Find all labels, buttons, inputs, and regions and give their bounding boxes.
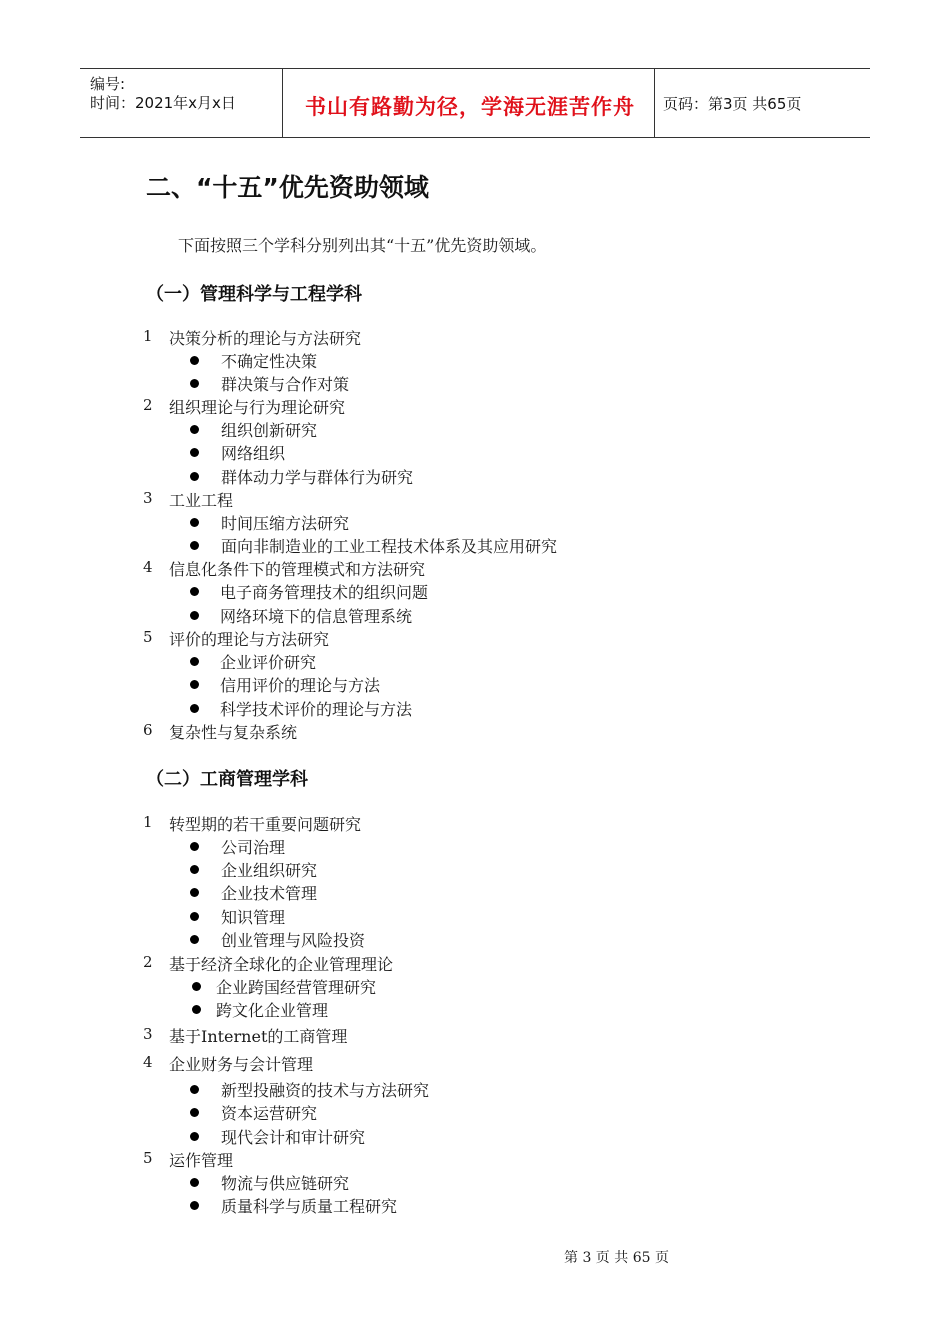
bullet-dot-icon [190, 541, 199, 550]
bullet-dot-icon [190, 518, 199, 527]
list-item-text: 基于Internet的工商管理 [169, 1027, 348, 1046]
bullet-dot-icon [190, 587, 199, 596]
page-header [80, 68, 870, 138]
bullet-item-text: 企业技术管理 [221, 884, 318, 903]
list-item-text: 基于经济全球化的企业管理理论 [169, 955, 394, 974]
bullet-item-text: 企业评价研究 [220, 653, 317, 672]
page-footer: 第 3 页 共 65 页 [564, 1250, 669, 1266]
header-info-cell [80, 69, 283, 137]
list-item-number: 3 [143, 489, 153, 507]
list-item-number: 2 [143, 396, 153, 414]
header-motto-cell [283, 69, 655, 137]
header-page-code: 页码：第3页 共65页 [663, 95, 802, 113]
list-item-number: 4 [143, 558, 153, 576]
bullet-dot-icon [190, 657, 199, 666]
list-item-text: 组织理论与行为理论研究 [169, 398, 346, 417]
bullet-dot-icon [190, 888, 199, 897]
bullet-dot-icon [190, 425, 199, 434]
list-item-number: 2 [143, 953, 153, 971]
list-item-number: 3 [143, 1025, 153, 1043]
list-item-text: 评价的理论与方法研究 [169, 630, 330, 649]
bullet-item-text: 网络组织 [221, 444, 286, 463]
bullet-dot-icon [190, 704, 199, 713]
bullet-item-text: 不确定性决策 [221, 352, 318, 371]
list-item-text: 信息化条件下的管理模式和方法研究 [169, 560, 426, 579]
bullet-item-text: 创业管理与风险投资 [221, 931, 366, 950]
bullet-item-text: 面向非制造业的工业工程技术体系及其应用研究 [221, 537, 558, 556]
bullet-item-text: 资本运营研究 [221, 1104, 318, 1123]
bullet-item-text: 科学技术评价的理论与方法 [220, 700, 413, 719]
header-motto: 书山有路勤为径，学海无涯苦作舟 [305, 95, 635, 119]
list-item-number: 5 [143, 628, 153, 646]
bullet-item-text: 群体动力学与群体行为研究 [221, 468, 414, 487]
bullet-dot-icon [190, 1108, 199, 1117]
bullet-dot-icon [190, 448, 199, 457]
bullet-dot-icon [190, 356, 199, 365]
intro-paragraph: 下面按照三个学科分别列出其“十五”优先资助领域。 [178, 236, 547, 255]
section-0-heading: （一）管理科学与工程学科 [146, 284, 362, 305]
list-item-text: 复杂性与复杂系统 [169, 723, 298, 742]
list-item-number: 5 [143, 1149, 153, 1167]
bullet-item-text: 公司治理 [221, 838, 286, 857]
header-page-cell [655, 69, 870, 137]
section-1-heading: （二）工商管理学科 [146, 769, 308, 790]
list-item-number: 1 [143, 327, 153, 345]
list-item-number: 1 [143, 813, 153, 831]
bullet-item-text: 群决策与合作对策 [221, 375, 350, 394]
bullet-dot-icon [190, 680, 199, 689]
document-number-label: 编号: [90, 75, 126, 93]
bullet-item-text: 网络环境下的信息管理系统 [220, 607, 413, 626]
bullet-item-text: 新型投融资的技术与方法研究 [221, 1081, 430, 1100]
list-item-text: 运作管理 [169, 1151, 234, 1170]
section-title: 二、“十五”优先资助领域 [146, 173, 429, 202]
bullet-item-text: 企业组织研究 [221, 861, 318, 880]
bullet-dot-icon [190, 472, 199, 481]
bullet-dot-icon [190, 842, 199, 851]
bullet-dot-icon [190, 935, 199, 944]
bullet-dot-icon [190, 1085, 199, 1094]
list-item-text: 企业财务与会计管理 [169, 1055, 314, 1074]
bullet-dot-icon [190, 379, 199, 388]
bullet-item-text: 组织创新研究 [221, 421, 318, 440]
bullet-item-text: 电子商务管理技术的组织问题 [220, 583, 429, 602]
bullet-item-text: 时间压缩方法研究 [221, 514, 350, 533]
bullet-dot-icon [190, 1201, 199, 1210]
bullet-item-text: 跨文化企业管理 [216, 1001, 329, 1020]
bullet-dot-icon [190, 1178, 199, 1187]
bullet-item-text: 现代会计和审计研究 [221, 1128, 366, 1147]
document-date-label: 时间：2021年x月x日 [90, 94, 236, 112]
list-item-text: 转型期的若干重要问题研究 [169, 815, 362, 834]
bullet-dot-icon [190, 611, 199, 620]
bullet-dot-icon [190, 912, 199, 921]
bullet-item-text: 信用评价的理论与方法 [220, 676, 381, 695]
bullet-dot-icon [192, 1005, 201, 1014]
bullet-dot-icon [190, 865, 199, 874]
bullet-dot-icon [192, 982, 201, 991]
list-item-number: 6 [143, 721, 153, 739]
bullet-item-text: 知识管理 [221, 908, 286, 927]
list-item-number: 4 [143, 1053, 153, 1071]
bullet-item-text: 质量科学与质量工程研究 [221, 1197, 398, 1216]
bullet-dot-icon [190, 1132, 199, 1141]
list-item-text: 工业工程 [169, 491, 234, 510]
bullet-item-text: 物流与供应链研究 [221, 1174, 350, 1193]
bullet-item-text: 企业跨国经营管理研究 [216, 978, 377, 997]
list-item-text: 决策分析的理论与方法研究 [169, 329, 362, 348]
